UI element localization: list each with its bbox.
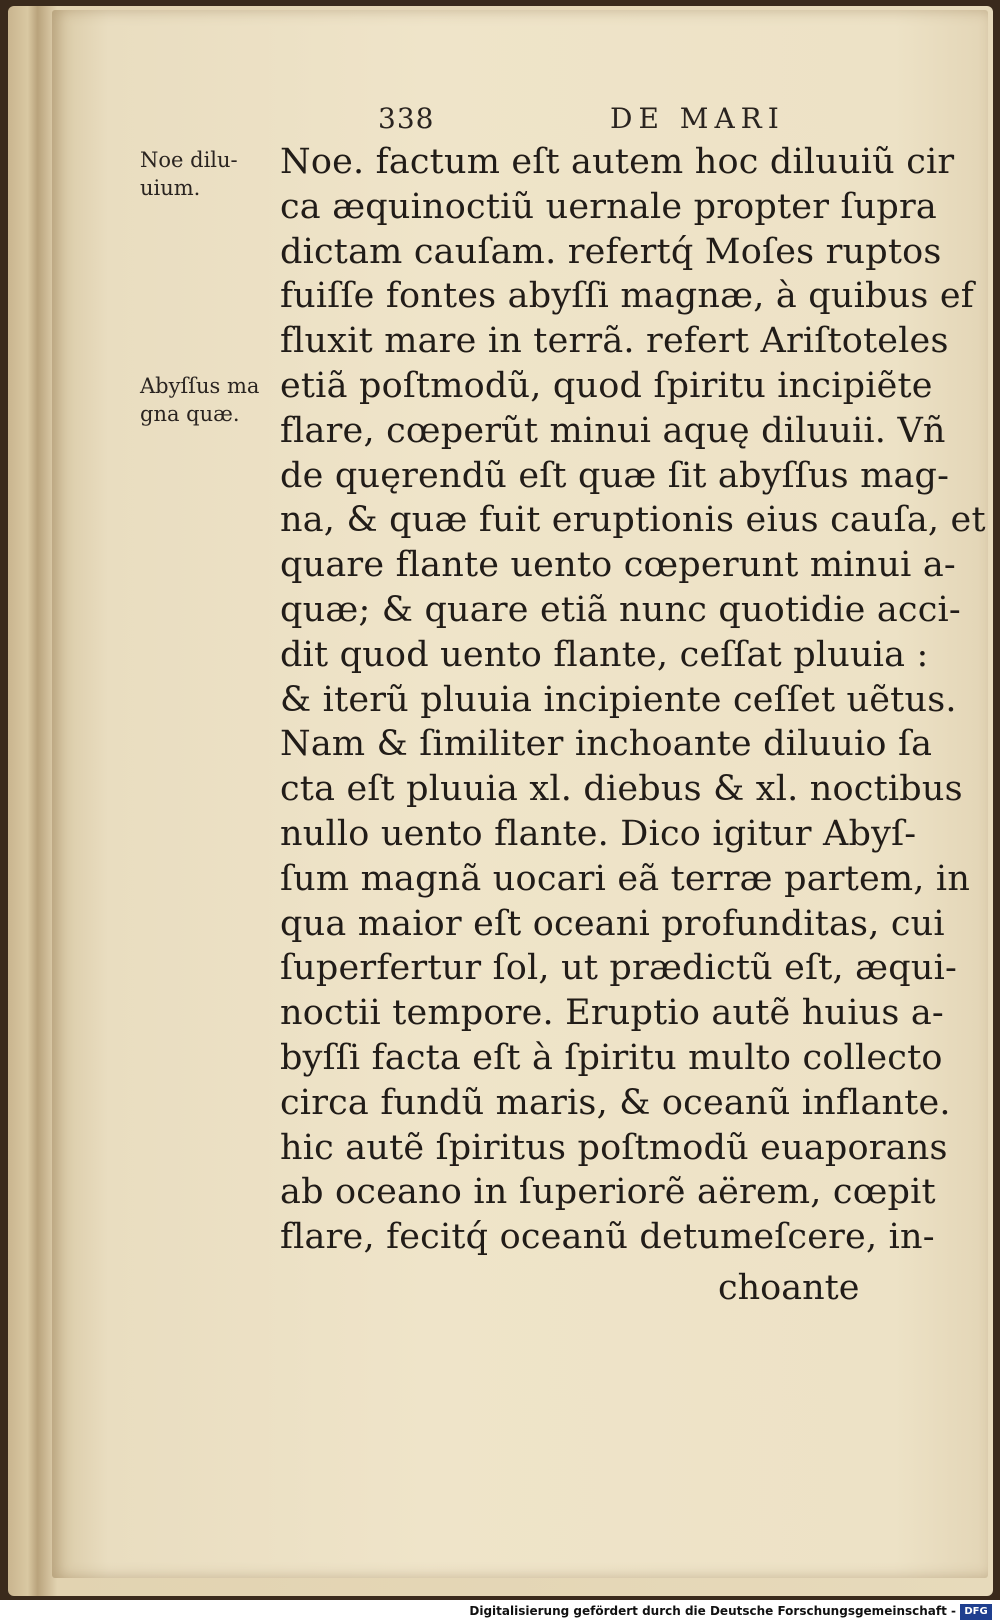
text-line: qua maior eſt oceani profunditas, cui xyxy=(280,903,945,944)
marginal-note-line: Noe dilu- xyxy=(140,148,238,172)
marginal-note-abyssus xyxy=(140,372,270,428)
text-line: noctii tempore. Eruptio autẽ huius a- xyxy=(280,993,944,1034)
dfg-logo: DFG xyxy=(960,1604,992,1620)
text-line: circa fundũ maris, & oceanũ inflante. xyxy=(280,1082,951,1123)
text-line: quare flante uento cœperunt minui a- xyxy=(280,545,956,586)
page-number: 338 xyxy=(378,102,435,135)
text-line: quæ; & quare etiã nunc quotidie acci- xyxy=(280,589,961,630)
digitization-footer xyxy=(0,1600,1000,1624)
text-line: hic autẽ ſpiritus poſtmodũ euaporans xyxy=(280,1127,948,1168)
running-title: DE MARI xyxy=(610,102,785,135)
text-line: byſſi facta eſt à ſpiritu multo collecto xyxy=(280,1037,943,1078)
text-line: Nam & ſimiliter inchoante diluuio ſa xyxy=(280,724,933,765)
text-line: dit quod uento flante, ceſſat pluuia : xyxy=(280,634,929,675)
text-line: ca æquinoctiũ uernale propter ſupra xyxy=(280,186,937,227)
body-text xyxy=(280,140,986,1260)
text-line: ab oceano in ſuperiorẽ aërem, cœpit xyxy=(280,1172,936,1213)
text-line: Noe. factum eſt autem hoc diluuiũ cir xyxy=(280,142,955,182)
text-line: flare, cœperũt minui aquę diluuii. Vñ xyxy=(280,410,946,451)
marginal-note-line: uium. xyxy=(140,176,201,200)
text-line: fuiſſe fontes abyſſi magnæ, à quibus ef xyxy=(280,276,974,317)
marginal-note-line: Abyſſus ma xyxy=(140,374,260,398)
text-line: flare, fecitq́ oceanũ detumeſcere, in- xyxy=(280,1217,935,1258)
marginal-note-noe-diluuium xyxy=(140,146,270,202)
text-line: & iterũ pluuia incipiente ceſſet uẽtus. xyxy=(280,679,957,720)
text-line: ſum magnã uocari eã terræ partem, in xyxy=(280,858,971,899)
text-line: dictam cauſam. refertq́ Moſes ruptos xyxy=(280,231,942,272)
text-line: ſuperfertur ſol, ut prædictũ eſt, æqui- xyxy=(280,948,958,989)
text-line: nullo uento flante. Dico igitur Abyſ- xyxy=(280,813,917,854)
text-line: cta eſt pluuia xl. diebus & xl. noctibus xyxy=(280,769,963,810)
marginal-note-line: gna quæ. xyxy=(140,402,240,426)
text-line: na, & quæ fuit eruptionis eius cauſa, et xyxy=(280,500,986,541)
text-line: de quęrendũ eſt quæ ſit abyſſus mag- xyxy=(280,455,950,496)
funding-credit: Digitalisierung gefördert durch die Deutsche Forschungsgemeinschaft - xyxy=(469,1604,956,1618)
catchword: choante xyxy=(718,1268,860,1308)
text-line: fluxit mare in terrã. refert Ariſtoteles xyxy=(280,321,949,362)
text-line: etiã poſtmodũ, quod ſpiritu incipiẽte xyxy=(280,365,933,406)
running-head xyxy=(52,102,988,142)
